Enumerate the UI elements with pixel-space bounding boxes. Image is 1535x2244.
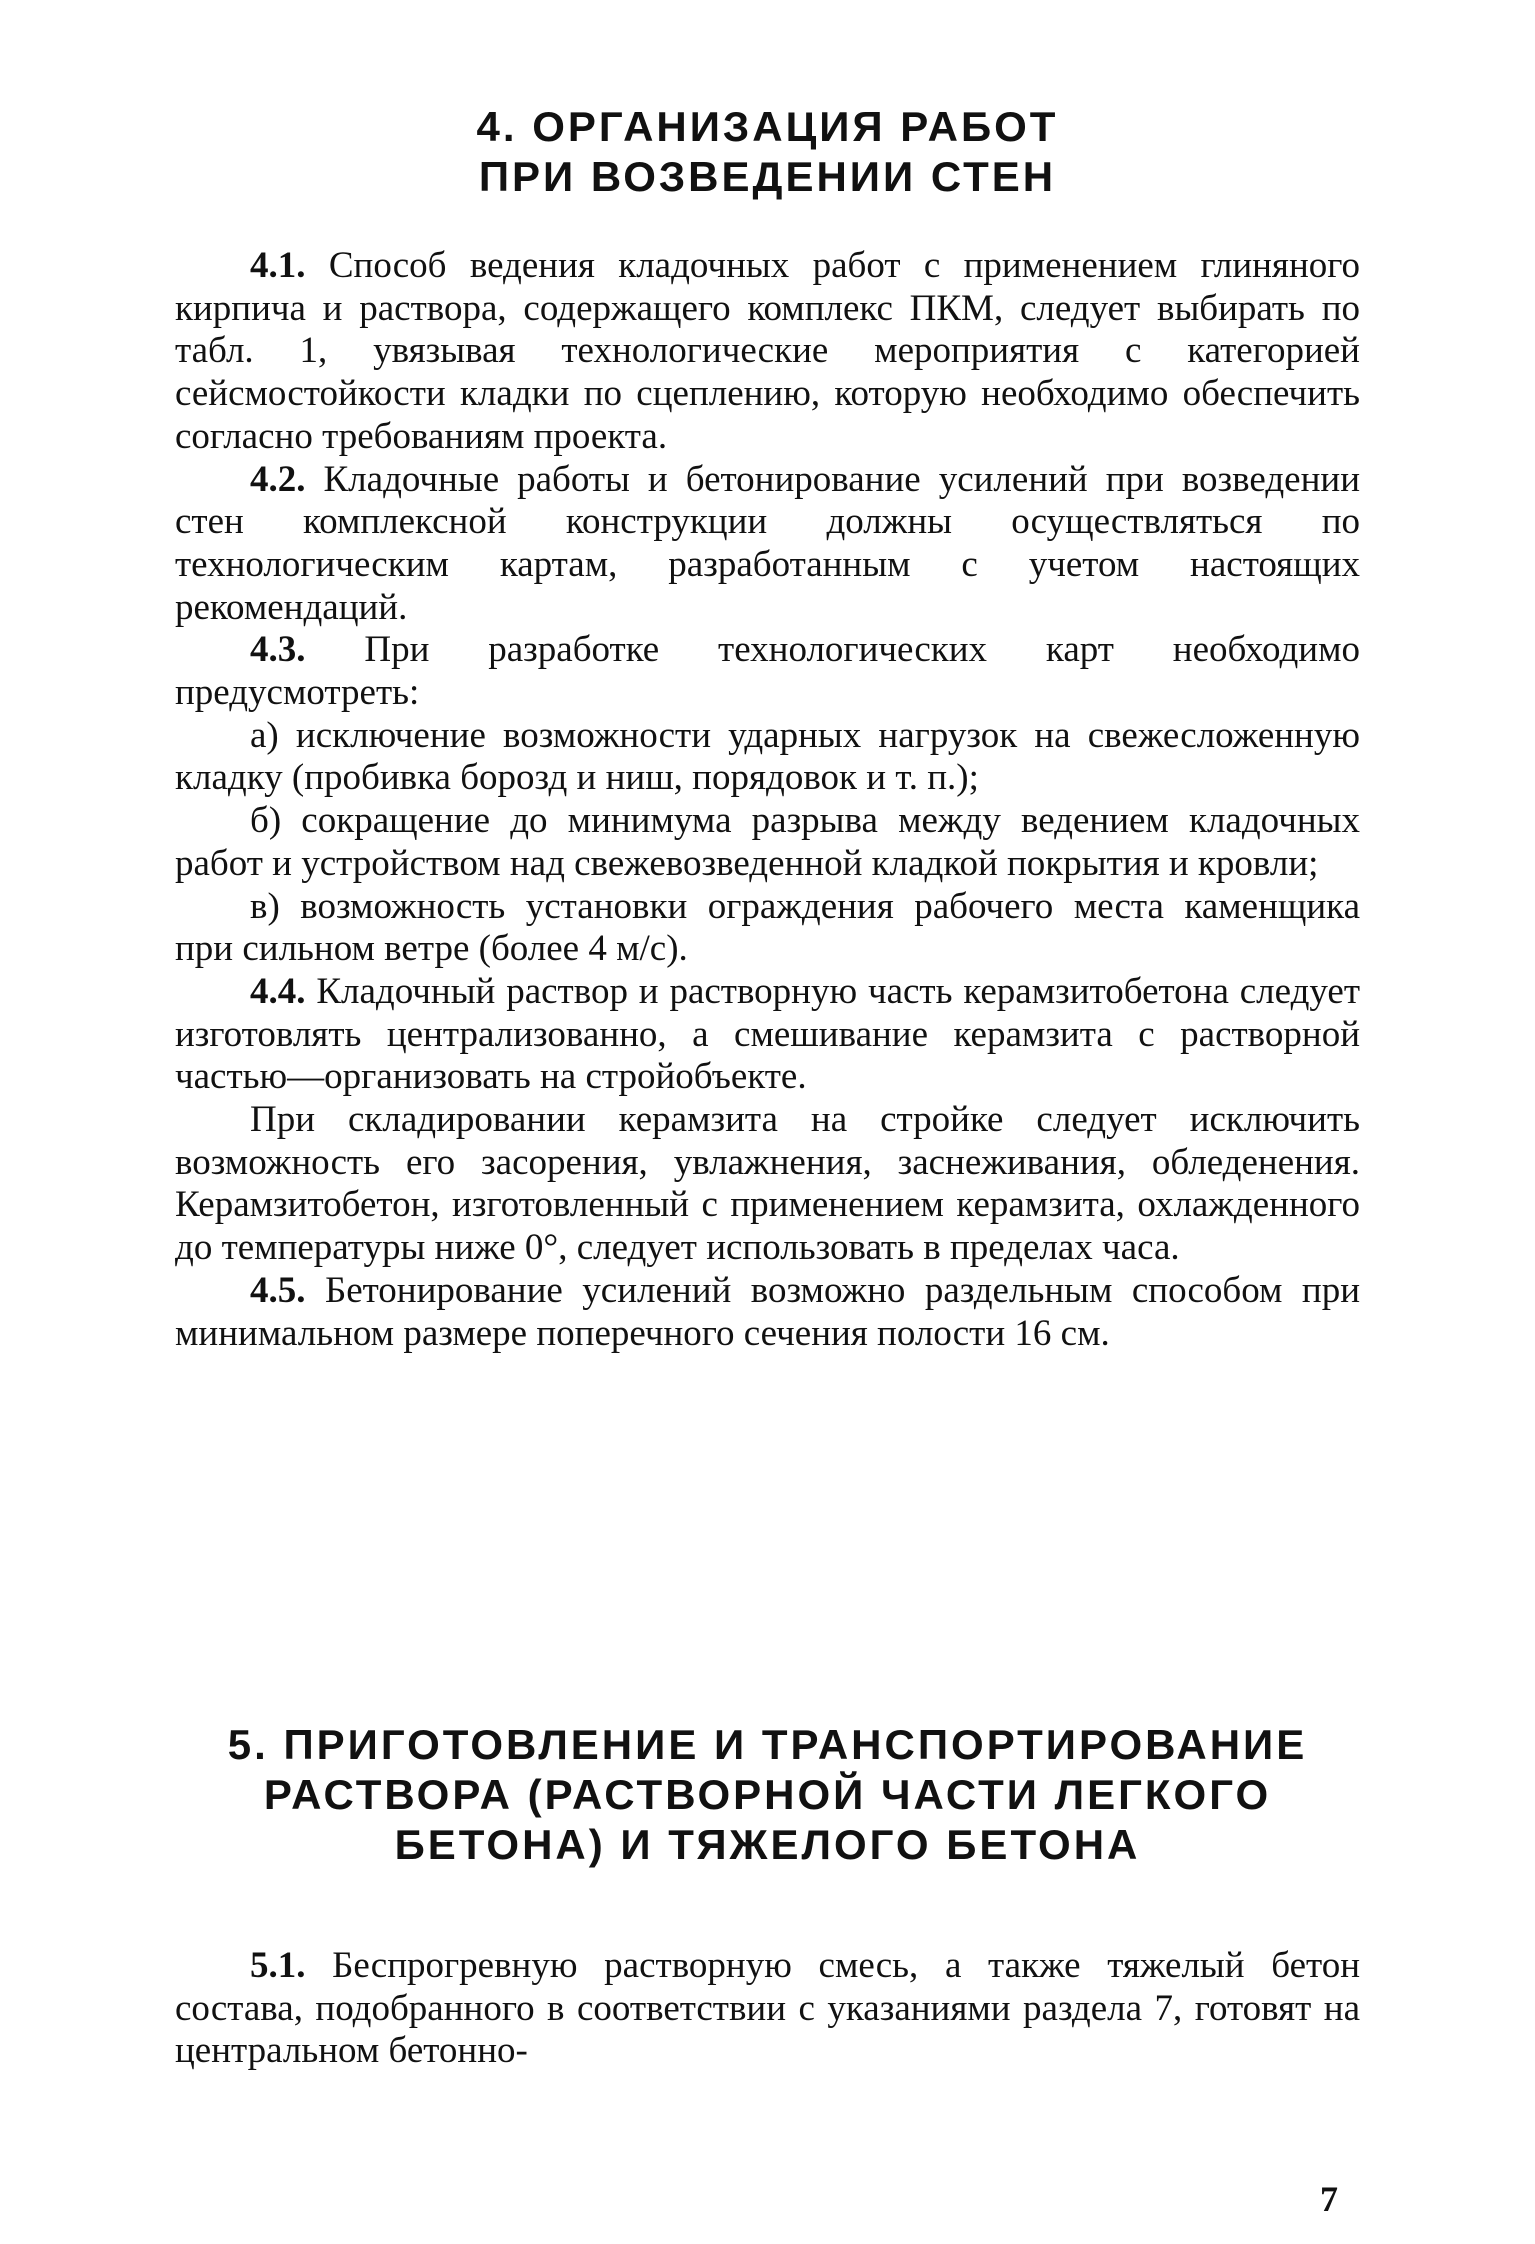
list-item-b (175, 800, 1360, 885)
paragraph-number: 4.5. (250, 1269, 306, 1311)
paragraph-text: Кладочный раствор и растворную часть керамзитобетона следует изготовлять централизованно, а смешивание керамзита с растворной частью—организовать на стройобъекте. (175, 970, 1360, 1098)
paragraph-4-2 (175, 459, 1360, 630)
paragraph-4-4-continued (175, 1099, 1360, 1270)
heading-line: БЕТОНА) И ТЯЖЕЛОГО БЕТОНА (394, 1821, 1141, 1868)
paragraph-4-5 (175, 1270, 1360, 1355)
section-5-body (175, 1945, 1360, 2073)
paragraph-text: Бетонирование усилений возможно раздельным способом при минимальном размере поперечного сечения полости 16 см. (175, 1269, 1360, 1354)
paragraph-number: 4.4. (250, 970, 306, 1012)
paragraph-4-1 (175, 245, 1360, 459)
paragraph-text: Способ ведения кладочных работ с применением глиняного кирпича и раствора, содержащего комплекс ПКМ, следует выбирать по табл. 1, увязывая технологические мероприятия с категорией сейсмостойкости кладки по сцеплению, которую необходимо обеспечить согласно требованиям проекта. (175, 245, 1360, 457)
paragraph-number: 5.1. (250, 1945, 306, 1986)
paragraph-4-4 (175, 971, 1360, 1099)
paragraph-5-1 (175, 1945, 1360, 2073)
section-4-heading (175, 102, 1360, 202)
section-5-heading (175, 1720, 1360, 1870)
paragraph-text: Беспрогревную растворную смесь, а также тяжелый бетон состава, подобранного в соответствии с указаниями раздела 7, готовят на центральном бетонно- (175, 1945, 1360, 2072)
list-item-text: а) исключение возможности ударных нагрузок на свежесложенную кладку (пробивка борозд и ниш, порядовок и т. п.); (175, 714, 1360, 799)
page-number: 7 (1320, 2179, 1338, 2219)
list-item-text: б) сокращение до минимума разрыва между ведением кладочных работ и устройством над свежевозведенной кладкой покрытия и кровли; (175, 800, 1360, 884)
paragraph-4-3 (175, 629, 1360, 714)
section-4-body (175, 245, 1360, 1355)
list-item-v (175, 886, 1360, 971)
heading-line: РАСТВОРА (РАСТВОРНОЙ ЧАСТИ ЛЕГКОГО (263, 1771, 1272, 1818)
list-item-text: в) возможность установки ограждения рабочего места каменщика при сильном ветре (более 4 м/с). (175, 885, 1360, 970)
heading-line: ПРИ ВОЗВЕДЕНИИ СТЕН (478, 153, 1057, 200)
paragraph-number: 4.1. (250, 245, 306, 286)
paragraph-number: 4.3. (250, 629, 306, 671)
list-item-a (175, 715, 1360, 800)
heading-line: 5. ПРИГОТОВЛЕНИЕ И ТРАНСПОРТИРОВАНИЕ (227, 1721, 1308, 1768)
heading-line: 4. ОРГАНИЗАЦИЯ РАБОТ (476, 103, 1059, 150)
paragraph-text: При складировании керамзита на стройке следует исключить возможность его засорения, увлажнения, заснеживания, обледенения. Керамзитобетон, изготовленный с применением керамзита, охлажденного до температуры ниже 0°, следует использовать в пределах часа. (175, 1099, 1360, 1269)
paragraph-number: 4.2. (250, 458, 306, 500)
paragraph-text: Кладочные работы и бетонирование усилений при возведении стен комплексной конструкции должны осуществляться по технологическим картам, разработанным с учетом настоящих рекомендаций. (175, 458, 1360, 628)
paragraph-text: При разработке технологических карт необходимо предусмотреть: (175, 629, 1360, 714)
